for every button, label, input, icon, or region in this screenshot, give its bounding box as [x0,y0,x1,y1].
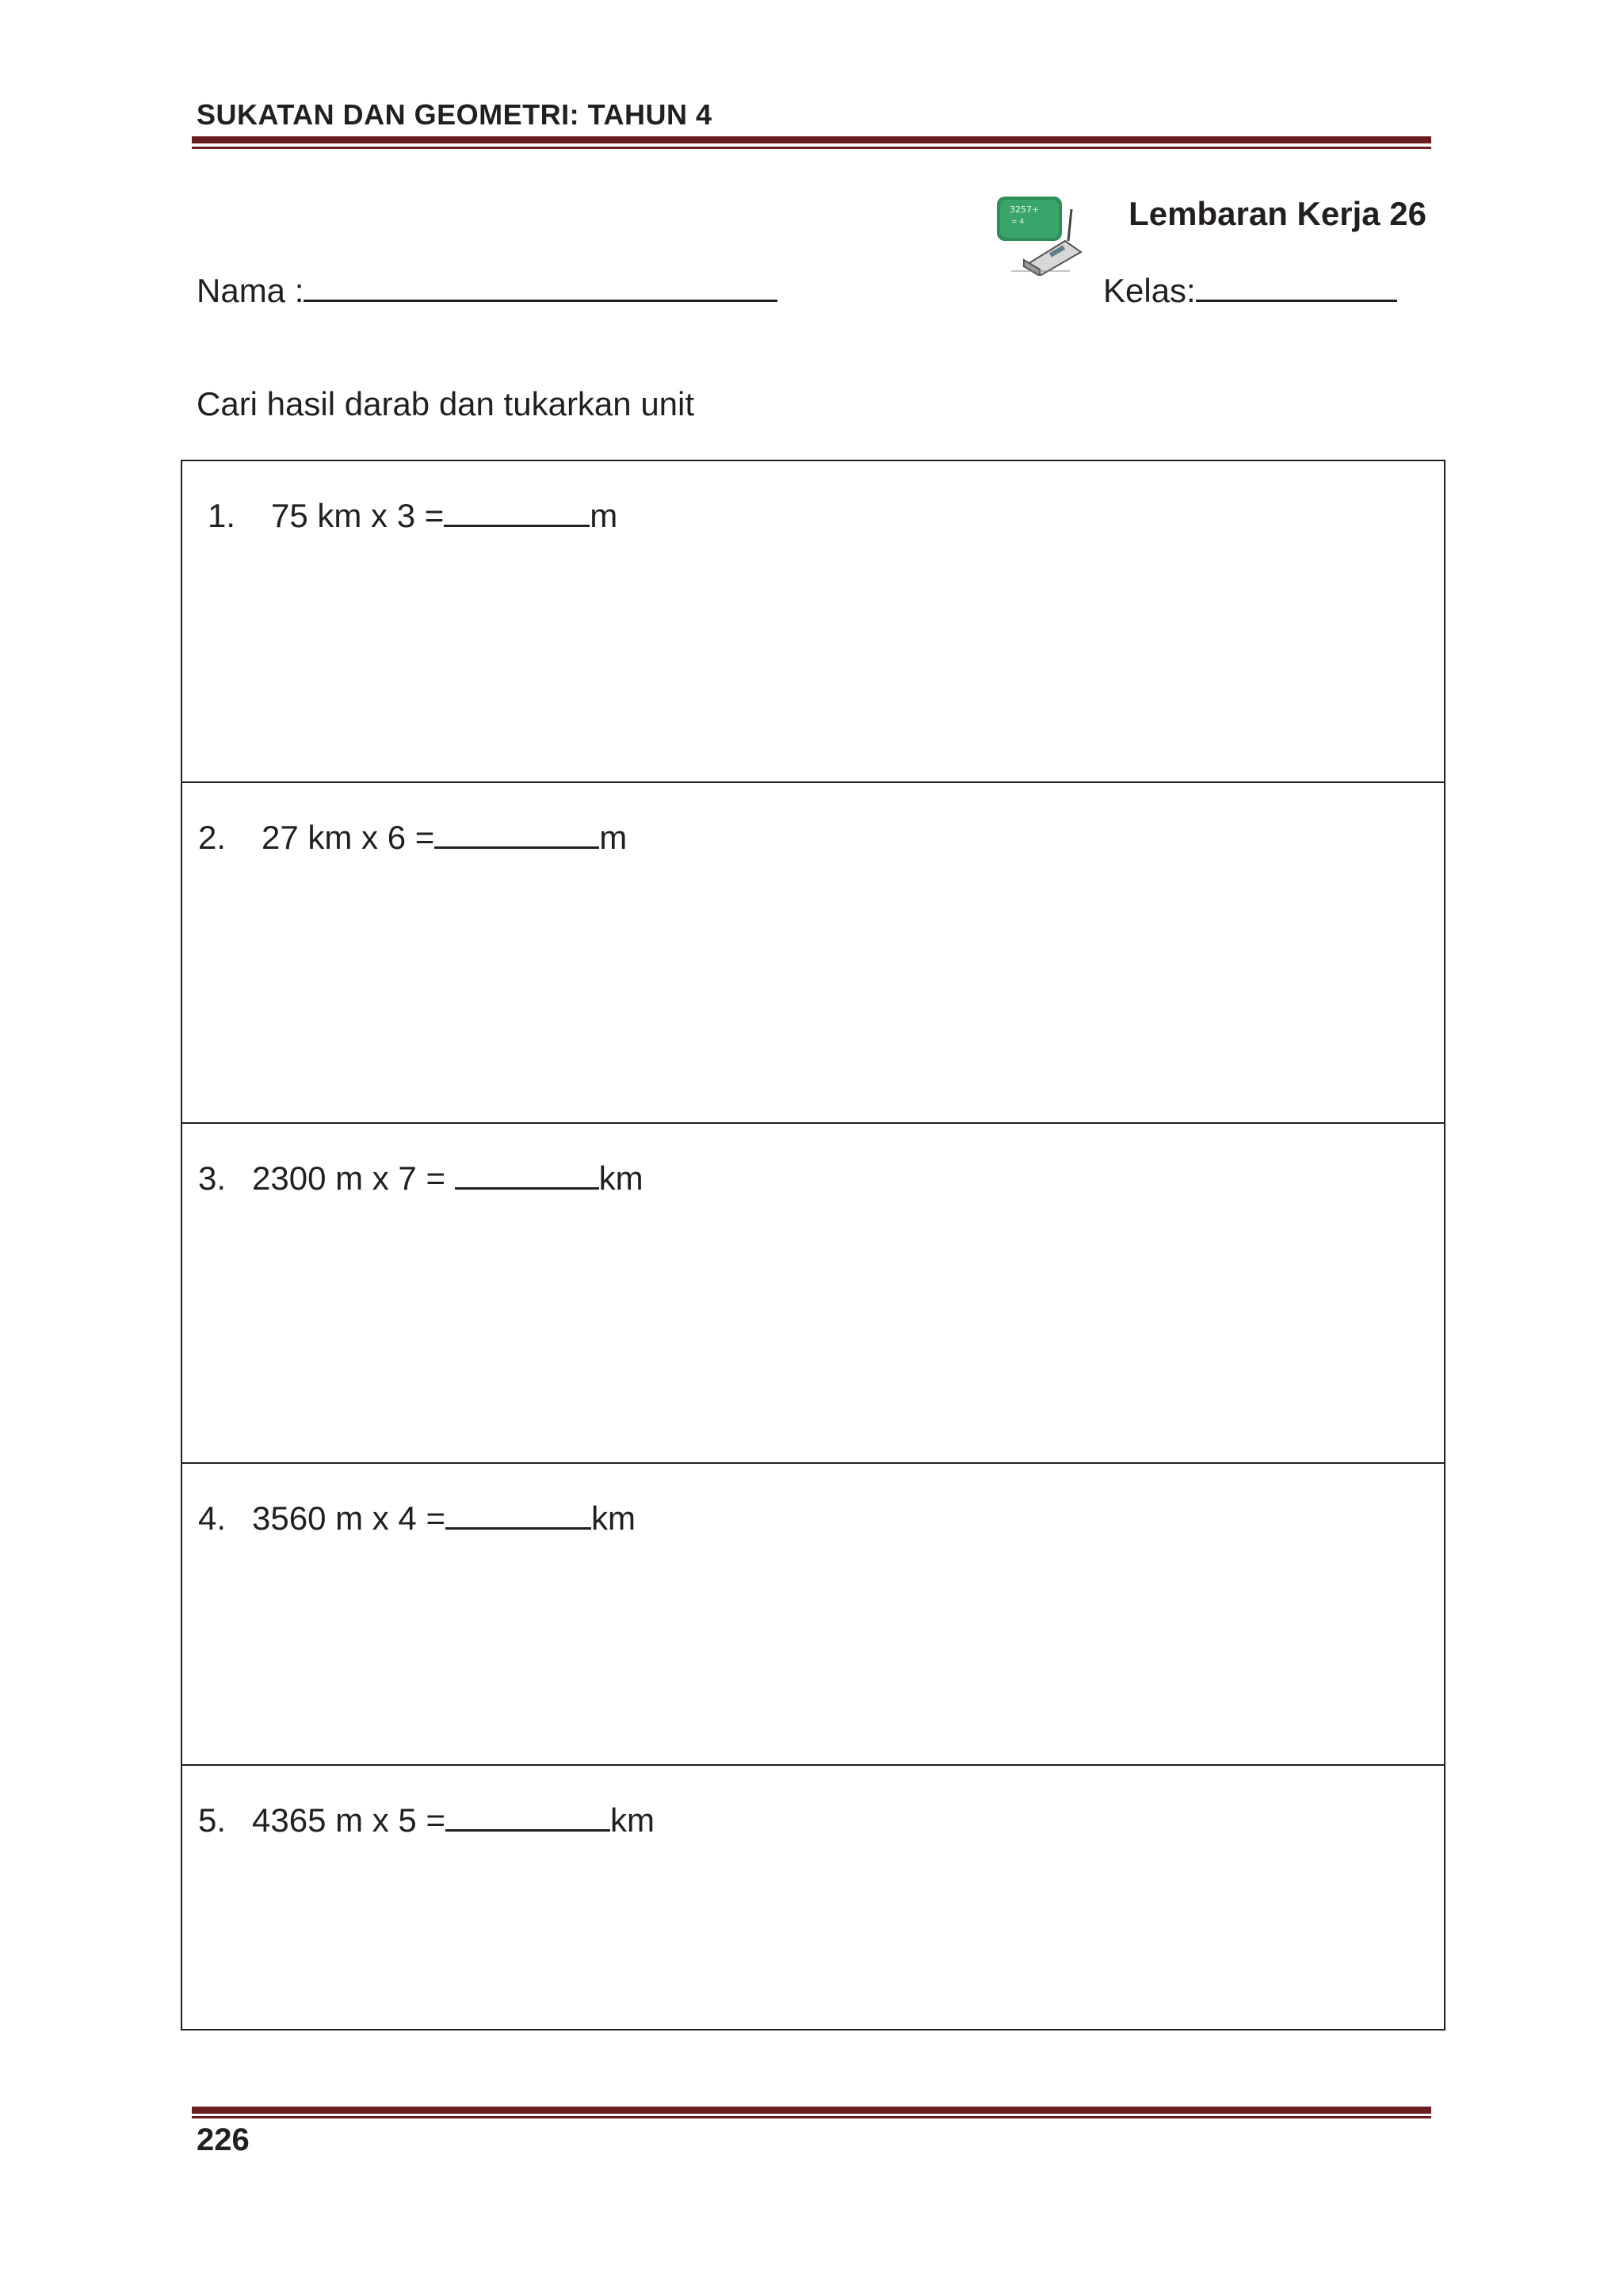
question-row-1[interactable] [182,461,1444,783]
question-number: 2. [198,819,227,856]
page-number: 226 [197,2122,250,2157]
footer-rule-thick [192,2107,1431,2114]
question-text [198,1159,643,1198]
svg-text:3257+: 3257+ [1010,204,1040,215]
question-number: 4. [198,1499,227,1537]
question-unit: m [590,497,618,534]
question-number: 5. [198,1801,227,1839]
question-row-3[interactable] [182,1124,1444,1464]
kelas-label: Kelas: [1103,272,1196,309]
answer-blank[interactable] [444,496,590,527]
question-expression: 4365 m x 5 = [252,1801,445,1839]
question-number: 1. [208,497,236,534]
question-row-2[interactable] [182,783,1444,1124]
question-unit: km [590,1499,636,1537]
answer-blank[interactable] [445,1499,591,1530]
nama-label: Nama : [197,272,304,309]
answer-blank[interactable] [445,1801,610,1832]
nama-field[interactable] [197,271,777,310]
question-text [198,1801,655,1839]
question-unit: m [599,819,628,856]
header-rule-thick [192,136,1431,143]
answer-blank[interactable] [455,1159,599,1190]
question-row-5[interactable] [182,1766,1444,2029]
kelas-field[interactable] [1103,271,1397,310]
question-row-4[interactable] [182,1464,1444,1766]
question-unit: km [598,1159,643,1197]
question-expression: 3560 m x 4 = [252,1499,445,1537]
sheet-title: Lembaran Kerja 26 [1128,195,1426,232]
footer-rule-thin [192,2116,1431,2118]
kelas-blank[interactable] [1196,271,1397,302]
question-text [198,1499,636,1538]
calculator-chalkboard-icon [992,193,1087,276]
nama-blank[interactable] [304,271,777,302]
question-unit: km [609,1801,655,1839]
svg-text:= 4: = 4 [1011,218,1025,226]
question-text [198,818,627,857]
question-expression: 2300 m x 7 = [252,1159,455,1197]
question-expression: 27 km x 6 = [262,819,435,856]
instruction-text: Cari hasil darab dan tukarkan unit [197,385,695,422]
question-expression: 75 km x 3 = [271,497,445,534]
question-number: 3. [198,1159,227,1197]
question-table [181,460,1445,2030]
header-rule-thin [192,147,1431,149]
header-title: SUKATAN DAN GEOMETRI: TAHUN 4 [197,98,712,131]
answer-blank[interactable] [434,818,599,849]
question-text [208,496,617,535]
